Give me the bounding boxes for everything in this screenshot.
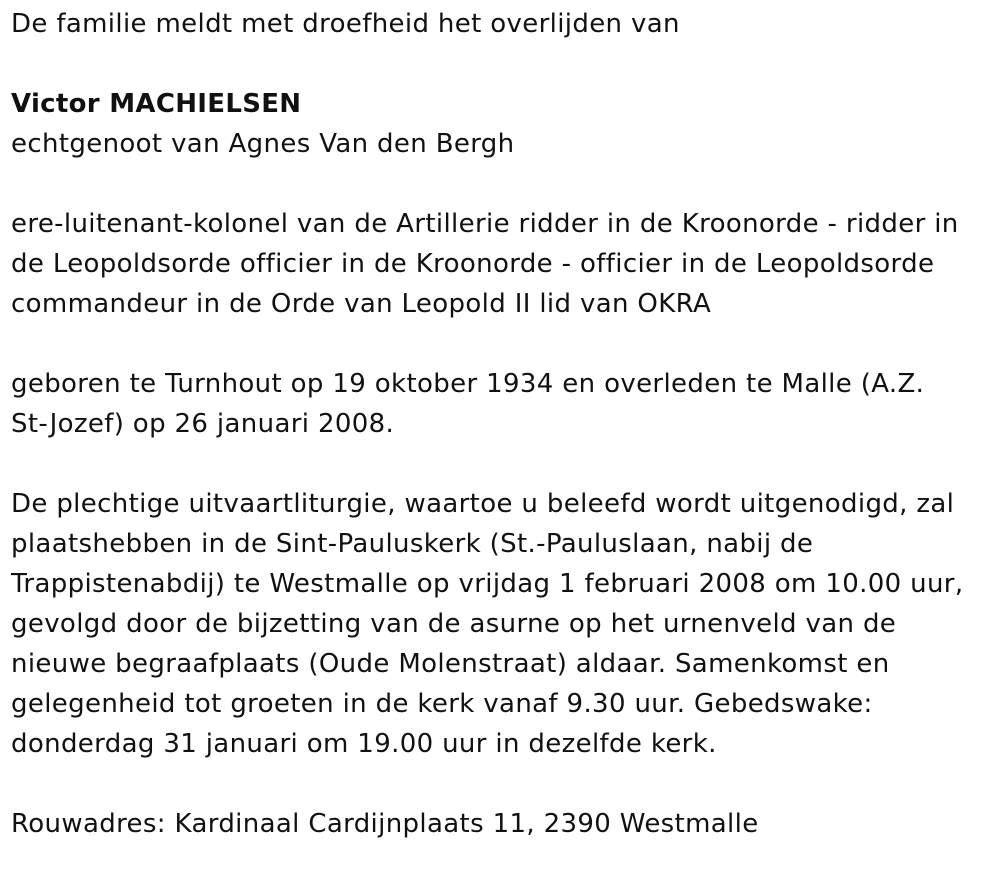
intro-text: De familie meldt met droefheid het overlijden van [11, 9, 680, 39]
paragraph-gap [11, 444, 986, 484]
titles-line: ere-luitenant-kolonel van de Artillerie ridder in de Kroonorde - ridder in [11, 209, 959, 239]
paragraph-gap [11, 324, 986, 364]
obituary-notice [11, 4, 986, 844]
paragraph-gap [11, 164, 986, 204]
paragraph-gap [11, 764, 986, 804]
funeral-line: donderdag 31 januari om 19.00 uur in dezelfde kerk. [11, 729, 717, 759]
birth-death-paragraph [11, 364, 986, 444]
titles-line: de Leopoldsorde officier in de Kroonorde - officier in de Leopoldsorde [11, 249, 935, 279]
funeral-line: plaatshebben in de Sint-Pauluskerk (St.-Pauluslaan, nabij de [11, 529, 814, 559]
deceased-name: Victor MACHIELSEN [11, 89, 302, 119]
titles-line: commandeur in de Orde van Leopold II lid van OKRA [11, 289, 712, 319]
birth-death-line: geboren te Turnhout op 19 oktober 1934 en overleden te Malle (A.Z. [11, 369, 925, 399]
funeral-line: nieuwe begraafplaats (Oude Molenstraat) aldaar. Samenkomst en [11, 649, 890, 679]
spouse-text: echtgenoot van Agnes Van den Bergh [11, 129, 515, 159]
funeral-paragraph [11, 484, 986, 764]
titles-paragraph [11, 204, 986, 324]
funeral-line: gevolgd door de bijzetting van de asurne op het urnenveld van de [11, 609, 897, 639]
funeral-line: Trappistenabdij) te Westmalle op vrijdag 1 februari 2008 om 10.00 uur, [11, 569, 964, 599]
address-text: Rouwadres: Kardinaal Cardijnplaats 11, 2390 Westmalle [11, 809, 759, 839]
birth-death-line: St-Jozef) op 26 januari 2008. [11, 409, 395, 439]
funeral-line: De plechtige uitvaartliturgie, waartoe u beleefd wordt uitgenodigd, zal [11, 489, 955, 519]
funeral-line: gelegenheid tot groeten in de kerk vanaf 9.30 uur. Gebedswake: [11, 689, 873, 719]
